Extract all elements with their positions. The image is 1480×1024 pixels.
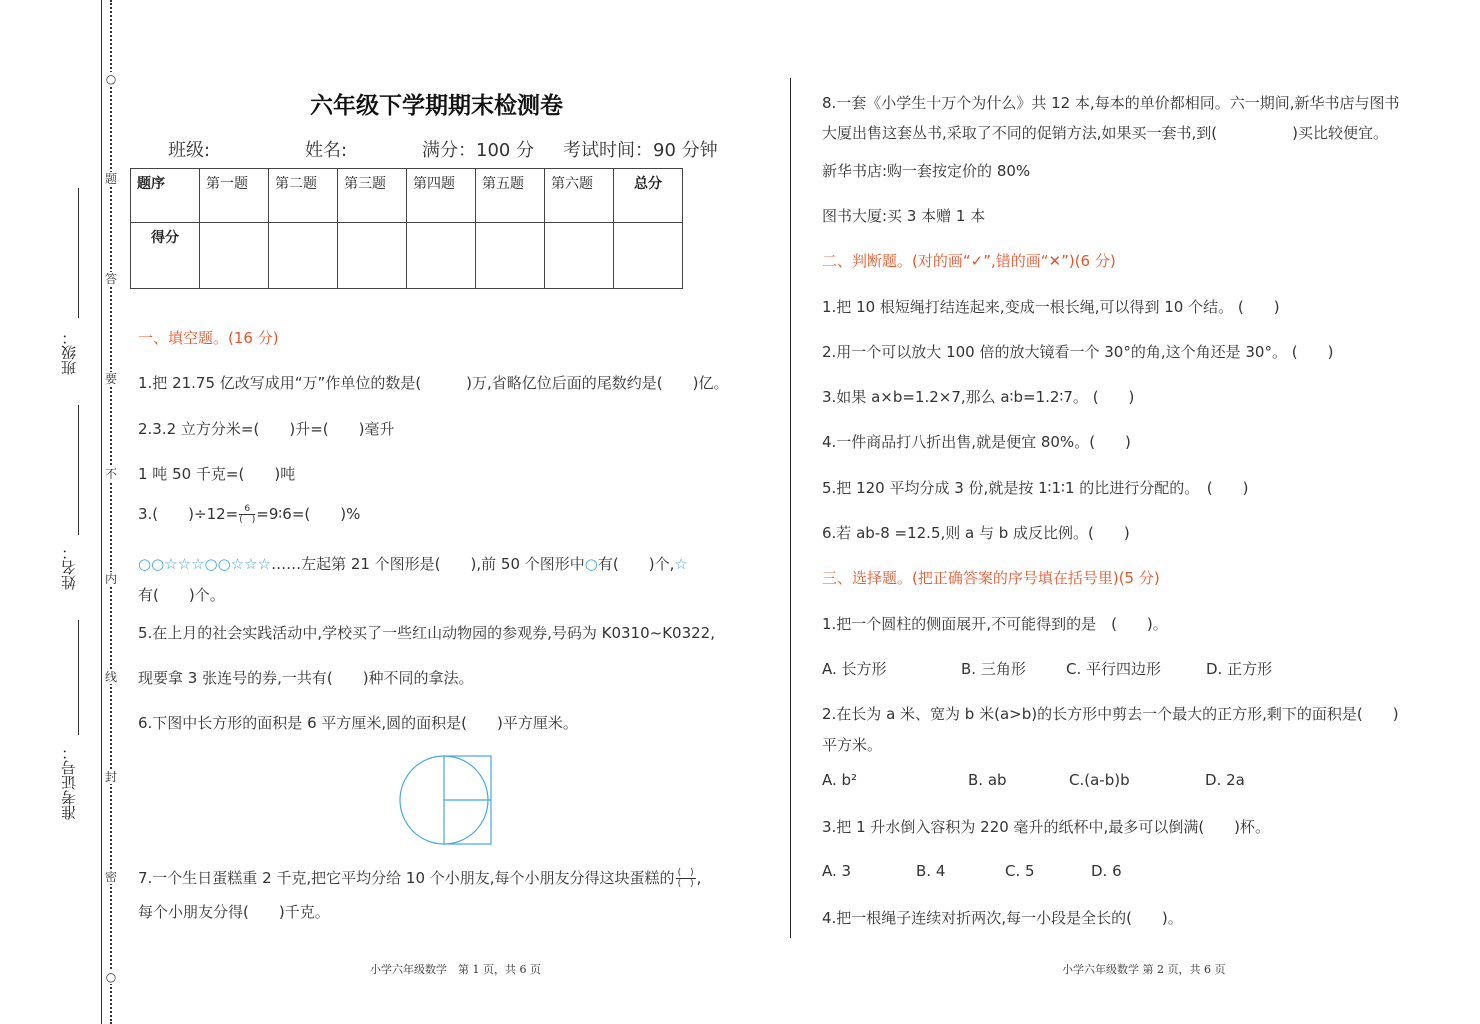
choice-3-option-b: B. 4 — [916, 862, 946, 880]
question-8c: 新华书店:购一套按定价的 80% — [822, 162, 1031, 180]
page-title: 六年级下学期期末检测卷 — [310, 92, 563, 119]
choice-1-option-c: C. 平行四边形 — [1066, 660, 1162, 678]
fraction-numerator: 6 — [239, 504, 255, 515]
question-2a: 2.3.2 立方分米=( )升=( )毫升 — [138, 420, 395, 438]
score-table — [130, 168, 683, 289]
judge-6: 6.若 ab-8 =12.5,则 a 与 b 成反比例。( ) — [822, 524, 1130, 542]
section-true-false: 二、判断题。(对的画“✓”,错的画“✕”)(6 分) — [822, 252, 1116, 270]
section-fill-blank: 一、填空题。(16 分) — [138, 329, 279, 347]
choice-1: 1.把一个圆柱的侧面展开,不可能得到的是 ( )。 — [822, 615, 1168, 633]
fraction-denominator: ( ) — [239, 515, 256, 525]
question-7b: 每个小朋友分得( )千克。 — [138, 903, 330, 921]
page-footer-2: 小学六年级数学 第 2 页，共 6 页 — [1062, 963, 1226, 976]
circle-rectangle-figure — [398, 752, 498, 848]
score-cell[interactable] — [614, 223, 683, 289]
score-header-cell: 总分 — [614, 169, 683, 223]
question-3-start: 3.( )÷12= — [138, 505, 239, 523]
binding-char: ○ — [105, 970, 117, 984]
question-4-line2: 有( )个。 — [138, 586, 225, 604]
circle-pattern: ○○ — [138, 555, 165, 573]
choice-2-option-b: B. ab — [968, 771, 1007, 789]
binding-char: 线 — [104, 670, 117, 684]
header-name: 姓名: — [305, 140, 348, 161]
choice-2a: 2.在长为 a 米、宽为 b 米(a>b)的长方形中剪去一个最大的正方形,剩下的面积是( ) — [822, 705, 1399, 723]
question-8a: 8.一套《小学生十万个为什么》共 12 本,每本的单价都相同。六一期间,新华书店与图书 — [822, 94, 1400, 112]
name-fill-line[interactable] — [78, 405, 79, 535]
binding-char: 密 — [104, 870, 117, 884]
binding-char: 答 — [104, 272, 117, 286]
fraction — [676, 868, 696, 889]
score-cell[interactable] — [200, 223, 269, 289]
binding-char: 不 — [104, 467, 117, 481]
header-full-score: 满分：100 分 — [422, 140, 535, 161]
star-pattern: ☆☆☆ — [230, 555, 272, 573]
choice-2-option-a: A. b² — [822, 771, 858, 789]
header-time: 考试时间：90 分钟 — [563, 140, 718, 161]
score-cell[interactable] — [476, 223, 545, 289]
score-header-cell: 题序 — [131, 169, 200, 223]
score-header-cell: 第四题 — [407, 169, 476, 223]
class-label: 班级： — [60, 330, 78, 375]
choice-1-option-b: B. 三角形 — [961, 660, 1026, 678]
choice-3-option-d: D. 6 — [1091, 862, 1122, 880]
fraction-denominator: ( ) — [677, 879, 694, 889]
question-2b: 1 吨 50 千克=( )吨 — [138, 465, 296, 483]
binding-char: ○ — [105, 72, 117, 86]
score-header-cell: 第六题 — [545, 169, 614, 223]
score-row-label: 得分 — [131, 223, 200, 289]
question-7-comma: , — [696, 869, 702, 887]
exam-id-fill-line[interactable] — [78, 620, 79, 735]
fraction-numerator: ( ) — [677, 868, 694, 878]
score-header-cell: 第一题 — [200, 169, 269, 223]
question-6: 6.下图中长方形的面积是 6 平方厘米,圆的面积是( )平方厘米。 — [138, 714, 578, 732]
judge-4: 4.一件商品打八折出售,就是便宜 80%。( ) — [822, 433, 1131, 451]
name-label: 姓名： — [60, 545, 78, 590]
choice-4: 4.把一根绳子连续对折两次,每一小段是全长的( )。 — [822, 909, 1183, 927]
exam-id-label: 准考证号： — [60, 745, 78, 820]
binding-char: 要 — [104, 372, 117, 386]
score-header-cell: 第二题 — [269, 169, 338, 223]
star-pattern: ☆☆☆ — [164, 555, 205, 573]
score-cell[interactable] — [407, 223, 476, 289]
question-5b: 现要拿 3 张连号的券,一共有( )种不同的拿法。 — [138, 669, 474, 687]
class-fill-line[interactable] — [78, 188, 79, 318]
choice-1-option-d: D. 正方形 — [1206, 660, 1273, 678]
judge-5: 5.把 120 平均分成 3 份,就是按 1∶1∶1 的比进行分配的。 ( ) — [822, 479, 1249, 497]
binding-char: 题 — [104, 172, 117, 186]
circle-symbol: ○ — [584, 555, 598, 573]
page-footer-1: 小学六年级数学 第 1 页，共 6 页 — [370, 963, 541, 976]
choice-3-option-c: C. 5 — [1005, 862, 1035, 880]
binding-line — [101, 0, 102, 1024]
choice-2-option-d: D. 2a — [1205, 771, 1245, 789]
binding-char: 封 — [104, 770, 117, 784]
choice-2-option-c: C.(a-b)b — [1069, 771, 1130, 789]
score-header-cell: 第五题 — [476, 169, 545, 223]
question-7a — [138, 867, 701, 889]
question-4-text: 有( )个, — [597, 555, 675, 573]
binding-char: 内 — [104, 572, 117, 586]
page-divider — [790, 78, 791, 938]
score-header-cell: 第三题 — [338, 169, 407, 223]
score-cell[interactable] — [545, 223, 614, 289]
question-3-end: =9∶6=( )% — [256, 505, 361, 523]
question-1: 1.把 21.75 亿改写成用“万”作单位的数是( )万,省略亿位后面的尾数约是( )亿。 — [138, 374, 729, 392]
header-class: 班级: — [168, 140, 211, 161]
question-4 — [138, 553, 688, 574]
question-5a: 5.在上月的社会实践活动中,学校买了一些红山动物园的参观券,号码为 K0310~K0322, — [138, 624, 715, 642]
judge-1: 1.把 10 根短绳打结连起来,变成一根长绳,可以得到 10 个结。 ( ) — [822, 298, 1280, 316]
question-4-text: ……左起第 21 个图形是( ),前 50 个图形中 — [271, 555, 585, 573]
section-multiple-choice: 三、选择题。(把正确答案的序号填在括号里)(5 分) — [822, 569, 1160, 587]
choice-2b: 平方米。 — [822, 736, 883, 754]
question-3 — [138, 503, 360, 525]
fraction — [239, 504, 255, 525]
question-7-text: 7.一个生日蛋糕重 2 千克,把它平均分给 10 个小朋友,每个小朋友分得这块蛋糕的 — [138, 869, 675, 887]
circle-pattern: ○○ — [204, 555, 231, 573]
choice-3: 3.把 1 升水倒入容积为 220 毫升的纸杯中,最多可以倒满( )杯。 — [822, 818, 1271, 836]
score-cell[interactable] — [269, 223, 338, 289]
judge-2: 2.用一个可以放大 100 倍的放大镜看一个 30°的角,这个角还是 30°。 ( ) — [822, 343, 1334, 361]
question-8d: 图书大厦:买 3 本赠 1 本 — [822, 207, 986, 225]
score-cell[interactable] — [338, 223, 407, 289]
choice-1-option-a: A. 长方形 — [822, 660, 887, 678]
question-8b: 大厦出售这套丛书,采取了不同的促销方法,如果买一套书,到( )买比较便宜。 — [822, 124, 1389, 142]
star-symbol: ☆ — [674, 555, 688, 573]
judge-3: 3.如果 a×b=1.2×7,那么 a∶b=1.2∶7。 ( ) — [822, 388, 1135, 406]
choice-3-option-a: A. 3 — [822, 862, 852, 880]
